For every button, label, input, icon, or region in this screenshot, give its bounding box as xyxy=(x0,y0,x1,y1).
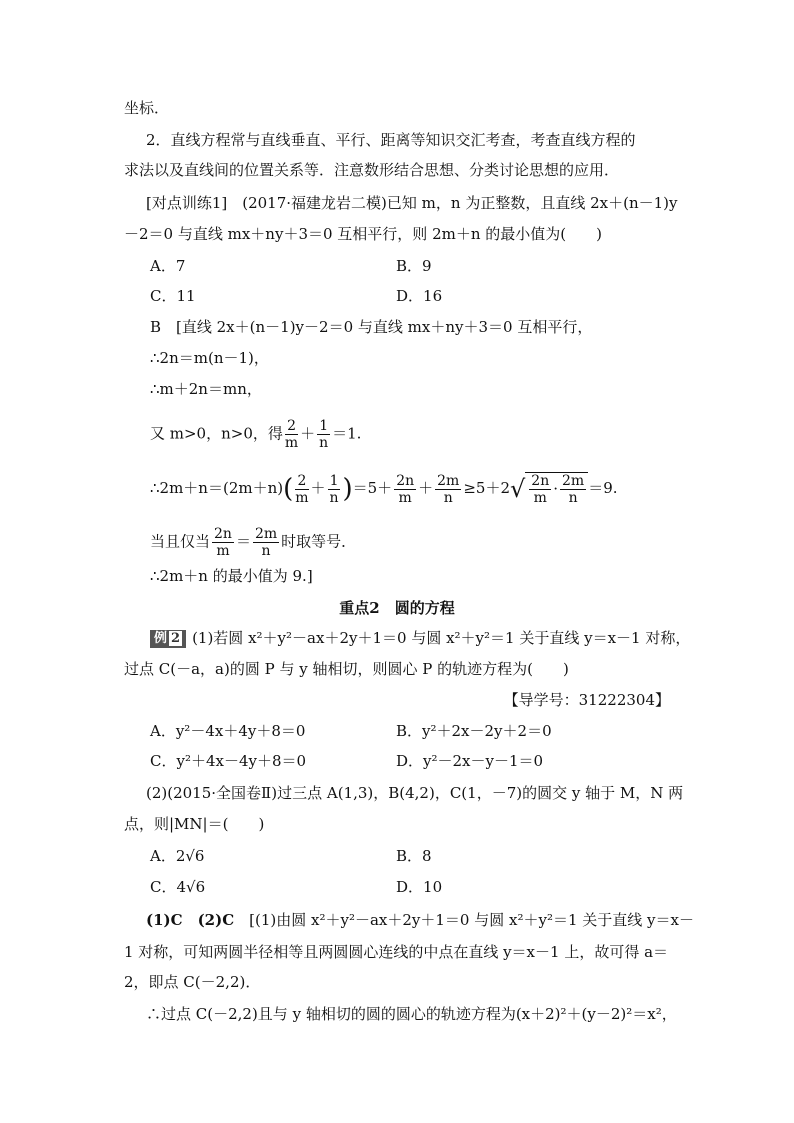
text-line: －2＝0 与直线 mx＋ny＋3＝0 互相平行，则 2m＋n 的最小值为( ) xyxy=(124,225,602,243)
numerator: 1 xyxy=(329,472,339,489)
text-line: 过点 C(－a，a)的圆 P 与 y 轴相切，则圆心 P 的轨迹方程为( ) xyxy=(124,660,569,678)
text: ＝1. xyxy=(332,424,362,443)
sqrt-body xyxy=(525,472,588,506)
text-line: ∴过点 C(－2,2)且与 y 轴相切的圆的圆心的轨迹方程为(x＋2)²＋(y－2)²＝x²， xyxy=(146,1005,677,1023)
numerator: 2 xyxy=(295,473,308,490)
fraction xyxy=(317,418,330,451)
text: 又 m>0，n>0，得 xyxy=(150,424,283,443)
equals-sign: ＝ xyxy=(235,532,251,551)
plus-sign: ＋ xyxy=(310,479,326,497)
option-a: A．2√6 xyxy=(150,847,205,865)
numerator: 2n xyxy=(531,473,550,489)
denominator: n xyxy=(329,489,339,506)
solution-line xyxy=(150,526,356,559)
fraction xyxy=(529,473,551,506)
option-b: B．9 xyxy=(396,257,432,275)
fraction xyxy=(560,473,586,506)
text: ＝9. xyxy=(588,479,618,497)
numerator: 2m xyxy=(437,472,460,489)
fraction xyxy=(212,526,234,559)
text-line: 2，即点 C(－2,2)． xyxy=(124,973,261,991)
text-line: 2．直线方程常与直线垂直、平行、距离等知识交汇考查，考查直线方程的 xyxy=(146,131,636,149)
solution-line xyxy=(150,418,361,451)
solution-line: ∴m＋2n＝mn， xyxy=(150,380,262,398)
option-a: A．7 xyxy=(150,257,186,275)
text-line: 坐标． xyxy=(124,99,170,117)
example-tag xyxy=(150,630,186,648)
left-paren: ( xyxy=(283,474,294,504)
denominator: m xyxy=(295,489,309,506)
denominator: n xyxy=(319,435,329,451)
solution-line: ∴2n＝m(n－1)， xyxy=(150,349,269,367)
exercise-header: [对点训练1] (2017·福建龙岩二模)已知 m，n 为正整数，且直线 2x＋(n－1)y xyxy=(146,194,678,212)
dot: · xyxy=(553,479,558,498)
example-number: 2 xyxy=(171,631,181,646)
text-line: 点，则|MN|＝( ) xyxy=(124,815,265,833)
text-line: 1 对称，可知两圆半径相等且两圆圆心连线的中点在直线 y＝x－1 上，故可得 a＝ xyxy=(124,943,669,961)
denominator: n xyxy=(261,543,271,559)
text: 时取等号． xyxy=(281,532,357,551)
fraction xyxy=(394,473,416,506)
text-line: 求法以及直线间的位置关系等．注意数形结合思想、分类讨论思想的应用． xyxy=(124,161,620,179)
denominator: m xyxy=(284,435,299,451)
denominator: n xyxy=(443,489,453,506)
option-d: D．10 xyxy=(396,878,443,896)
answer-line xyxy=(146,910,694,930)
option-c: C．11 xyxy=(150,287,196,305)
text: 当且仅当 xyxy=(150,532,211,551)
numerator: 1 xyxy=(319,418,329,434)
section-heading: 重点2 圆的方程 xyxy=(339,599,455,617)
radical-sign: √ xyxy=(509,475,526,503)
option-b: B．y²＋2x－2y＋2＝0 xyxy=(396,722,552,740)
option-d: D．y²－2x－y－1＝0 xyxy=(396,752,544,770)
text: ∴2m＋n＝(2m＋n) xyxy=(150,479,284,497)
numerator: 2m xyxy=(562,473,585,489)
solution-line xyxy=(150,472,618,506)
text: (1)若圆 x²＋y²－ax＋2y＋1＝0 与圆 x²＋y²＝1 关于直线 y＝x－1 对称， xyxy=(192,629,691,647)
solution-line: ∴2m＋n 的最小值为 9.] xyxy=(150,567,313,585)
denominator: m xyxy=(398,489,412,506)
right-paren: ) xyxy=(342,474,353,504)
option-a: A．y²－4x＋4y＋8＝0 xyxy=(150,722,306,740)
denominator: m xyxy=(533,490,547,506)
text: [(1)由圆 x²＋y²－ax＋2y＋1＝0 与圆 x²＋y²＝1 关于直线 y＝x－ xyxy=(234,911,694,929)
fraction xyxy=(435,473,461,506)
numerator: 2m xyxy=(254,526,278,542)
guide-number: 【导学号：31222304】 xyxy=(503,691,670,709)
denominator: n xyxy=(568,490,578,506)
option-b: B．8 xyxy=(396,847,432,865)
option-d: D．16 xyxy=(396,287,443,305)
text-line: (2)(2015·全国卷Ⅱ)过三点 A(1,3)，B(4,2)，C(1，－7)的圆交 y 轴于 M，N 两 xyxy=(146,784,684,802)
option-c: C．y²＋4x－4y＋8＝0 xyxy=(150,752,307,770)
answer-key: (1)C (2)C xyxy=(146,911,235,929)
solution-line: B [直线 2x＋(n－1)y－2＝0 与直线 mx＋ny＋3＝0 互相平行， xyxy=(150,318,593,336)
text: ≥5＋2 xyxy=(463,479,510,497)
numerator: 2n xyxy=(214,526,232,542)
denominator: m xyxy=(216,543,230,559)
numerator: 2n xyxy=(396,472,415,489)
option-c: C．4√6 xyxy=(150,878,206,896)
plus-sign: ＋ xyxy=(418,479,434,497)
text: ＝5＋ xyxy=(352,479,393,497)
fraction xyxy=(328,473,341,506)
numerator: 2 xyxy=(285,418,298,435)
fraction xyxy=(285,418,298,451)
example-label: 例 xyxy=(154,631,168,646)
plus-sign: ＋ xyxy=(300,424,316,443)
fraction xyxy=(253,526,279,559)
fraction xyxy=(295,473,308,506)
example-line xyxy=(150,628,690,648)
